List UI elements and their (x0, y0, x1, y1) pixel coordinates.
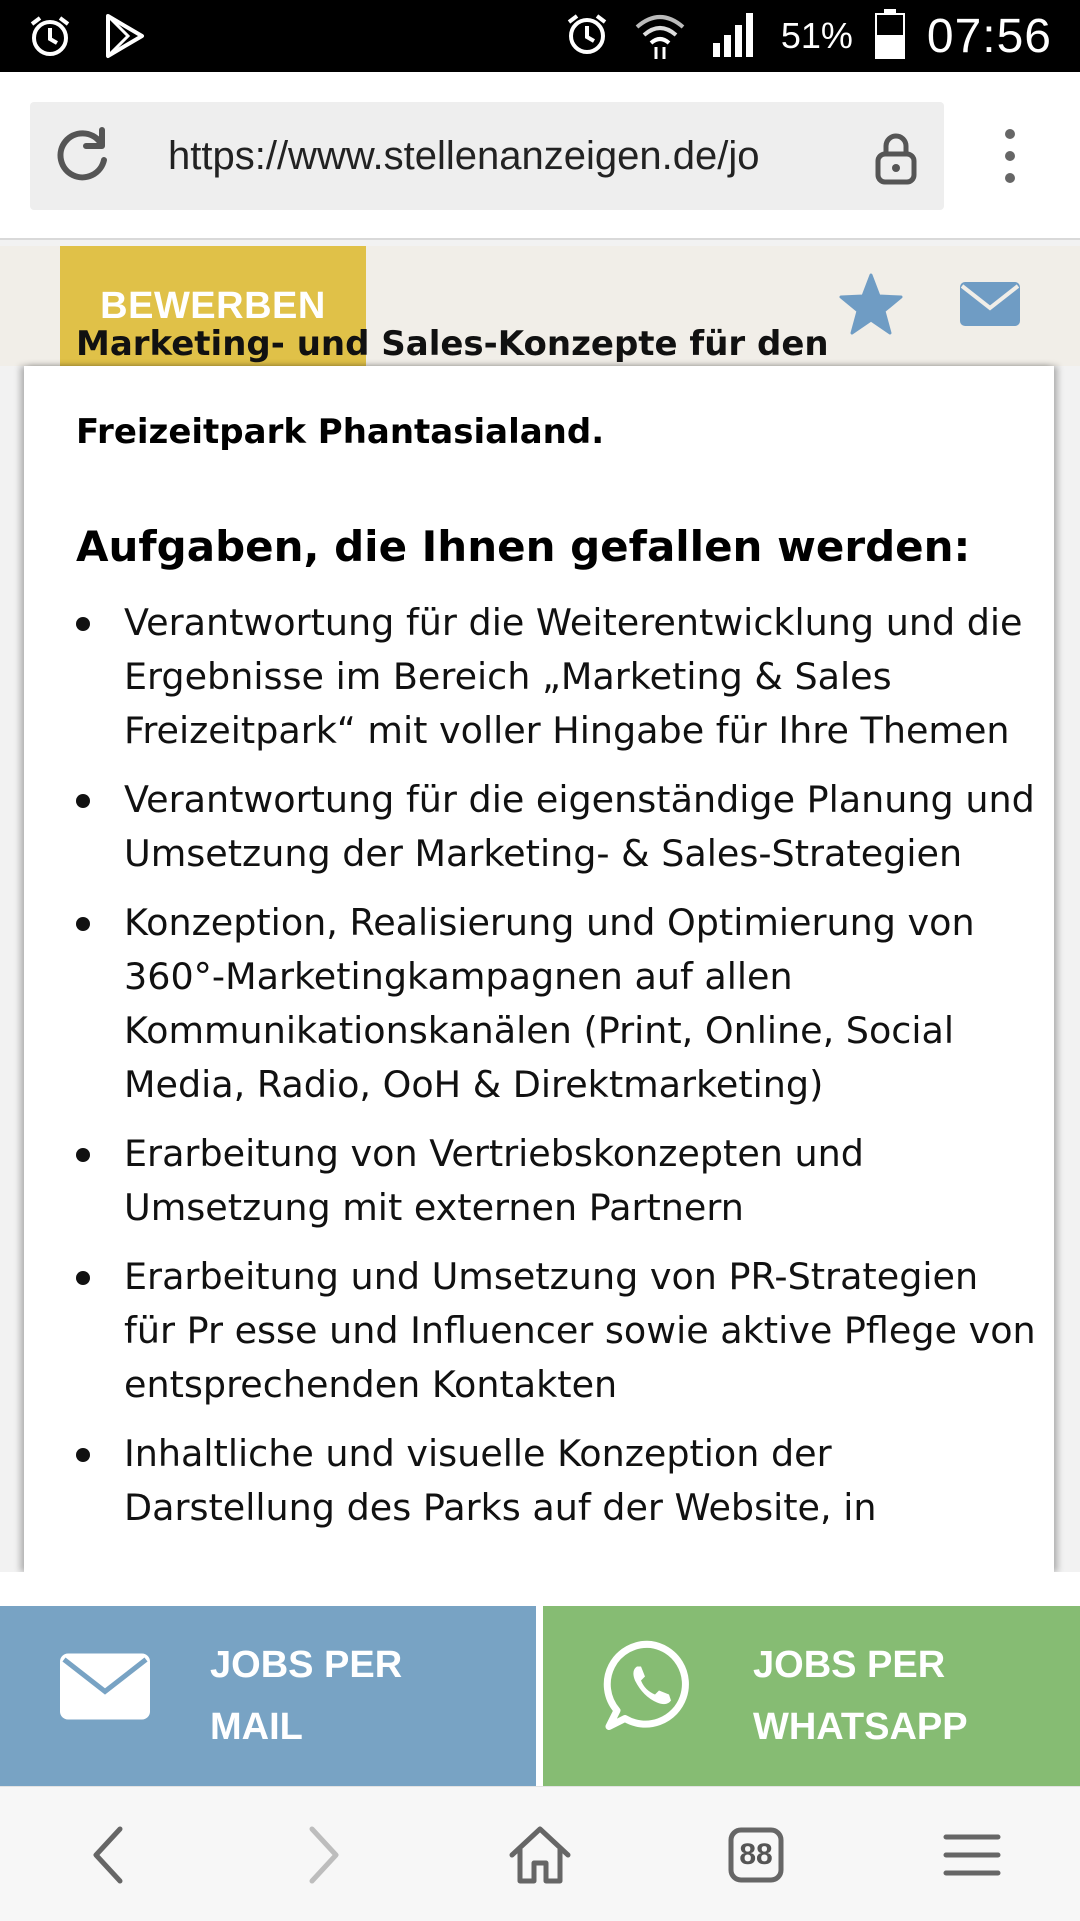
task-list (76, 596, 1036, 1550)
clock: 07:56 (926, 9, 1052, 63)
cta-mail-line2: MAIL (210, 1706, 303, 1748)
list-item: Verantwortung für die eigenständige Planung und Umsetzung der Marketing- & Sales-Strategien (76, 773, 1036, 881)
list-item: Erarbeitung von Vertriebskonzepten und Umsetzung mit externen Partnern (76, 1127, 1036, 1235)
address-bar[interactable] (30, 102, 944, 210)
mail-icon[interactable] (958, 272, 1022, 338)
apply-button[interactable]: BEWERBEN (60, 246, 366, 366)
home-icon[interactable] (504, 1819, 576, 1891)
list-item: Verantwortung für die Weiterentwicklung und die Ergebnisse im Bereich „Marketing & Sales Freizeitpark“ mit voller Hingabe für Ihre Themen (76, 596, 1036, 758)
browser-toolbar (0, 72, 1080, 240)
cta-mail-line1: JOBS PER (210, 1644, 403, 1686)
jobs-per-mail-button[interactable] (0, 1606, 536, 1786)
section-heading: Aufgaben, die Ihnen gefallen werden: (76, 522, 971, 571)
browser-nav-bar (0, 1786, 1080, 1921)
tab-count: 88 (739, 1838, 773, 1871)
menu-dots-icon[interactable] (990, 128, 1030, 184)
job-description-card (24, 324, 1054, 1572)
whatsapp-icon (603, 1639, 699, 1754)
list-item: Inhaltliche und visuelle Konzeption der Darstellung des Parks auf der Website, in (76, 1427, 1036, 1535)
alarm-icon (26, 12, 74, 64)
intro-text: Freizeitpark Phantasialand. (76, 412, 605, 452)
cta-whatsapp-line2: WHATSAPP (753, 1706, 968, 1748)
clipped-text: Marketing- und Sales-Konzepte für den (76, 324, 829, 364)
back-icon[interactable] (72, 1819, 144, 1891)
list-item: Erarbeitung und Umsetzung von PR-Strategien für Pr esse und Influencer sowie aktive Pflege von entsprechenden Kontakten (76, 1250, 1036, 1412)
star-icon[interactable] (838, 272, 904, 338)
battery-percent: 51% (780, 15, 853, 56)
list-item: Konzeption, Realisierung und Optimierung von 360°-Marketingkampagnen auf allen Kommunikationskanälen (Print, Online, Social Media, Radio, OoH & Direktmarketing) (76, 896, 1036, 1112)
status-bar (0, 0, 1080, 72)
mail-icon (58, 1652, 152, 1741)
battery-icon (875, 9, 905, 63)
cta-whatsapp-line1: JOBS PER (753, 1644, 946, 1686)
tabs-icon[interactable] (720, 1819, 792, 1891)
menu-icon[interactable] (936, 1819, 1008, 1891)
forward-icon[interactable] (288, 1819, 360, 1891)
signal-icon (709, 9, 759, 63)
jobs-per-whatsapp-button[interactable] (543, 1606, 1080, 1786)
reload-icon[interactable] (52, 124, 116, 188)
wifi-icon (633, 7, 687, 65)
url-text[interactable]: https://www.stellenanzeigen.de/jo (168, 134, 760, 178)
alarm-icon (563, 10, 611, 62)
play-store-icon (102, 12, 146, 64)
cta-bar (0, 1572, 1080, 1786)
lock-icon[interactable] (868, 130, 924, 186)
